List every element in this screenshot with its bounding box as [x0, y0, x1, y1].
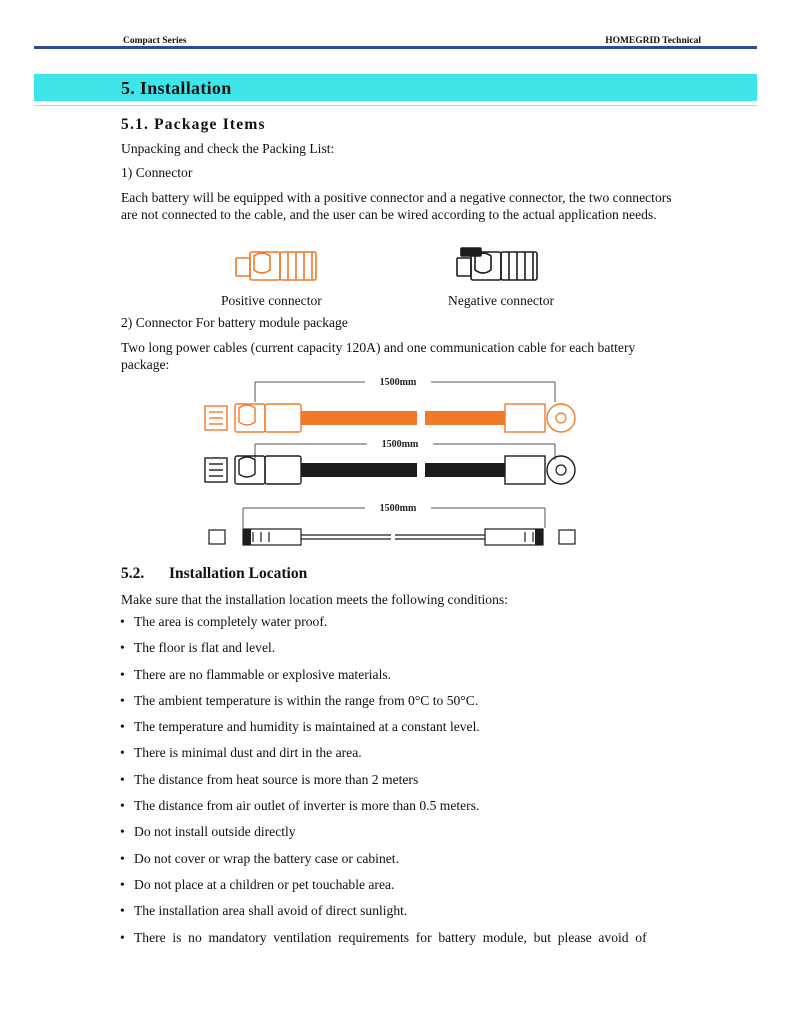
negative-power-cable: [205, 437, 575, 484]
package-heading: 5.1. Package Items: [121, 116, 266, 133]
list-item: • The area is completely water proof.: [120, 612, 700, 638]
location-number: 5.2.: [121, 565, 145, 582]
list-item: • The installation area shall avoid of direct sunlight.: [120, 901, 700, 927]
list-item: • The ambient temperature is within the range from 0°C to 50°C.: [120, 691, 700, 717]
cable-diagram: [195, 372, 595, 552]
header-company: HOMEGRID Technical: [605, 36, 701, 46]
connector-item-text: Each battery will be equipped with a positive connector and a negative connector, the two connectors are not connected to the cable, and the user can be wired according to the actual application needs.: [121, 190, 672, 222]
list-item: • Do not install outside directly: [120, 822, 700, 848]
negative-connector-caption: Negative connector: [448, 293, 555, 308]
list-item: • The distance from air outlet of inverter is more than 0.5 meters.: [120, 796, 700, 822]
location-intro: Make sure that the installation location meets the following conditions:: [121, 592, 508, 607]
location-heading: Installation Location: [169, 565, 308, 582]
cable-length-label-1: 1500mm: [379, 377, 417, 388]
header-series: Compact Series: [123, 36, 187, 46]
list-item: • Do not cover or wrap the battery case or cabinet.: [120, 849, 700, 875]
list-item: • There is no mandatory ventilation requirements for battery module, but please avoid of: [120, 928, 700, 954]
section-title: 5. Installation: [121, 78, 232, 98]
conditions-list: [120, 612, 700, 954]
cable-item-text: Two long power cables (current capacity 120A) and one communication cable for each battery package:: [121, 340, 636, 372]
list-item: • The distance from heat source is more than 2 meters: [120, 770, 700, 796]
cable-length-label-2: 1500mm: [381, 439, 419, 450]
list-item: • The temperature and humidity is maintained at a constant level.: [120, 717, 700, 743]
package-intro: Unpacking and check the Packing List:: [121, 141, 335, 156]
header-rule: [34, 46, 757, 49]
section-rule: [34, 105, 757, 106]
cable-length-label-3: 1500mm: [379, 503, 417, 514]
connector-item-title: 1) Connector: [121, 165, 193, 180]
positive-connector-caption: Positive connector: [221, 293, 322, 308]
list-item: • The floor is flat and level.: [120, 638, 700, 664]
negative-connector-image: [455, 246, 543, 284]
positive-power-cable: [205, 375, 575, 432]
communication-cable: [209, 501, 575, 545]
list-item: • There is minimal dust and dirt in the area.: [120, 743, 700, 769]
list-item: • Do not place at a children or pet touchable area.: [120, 875, 700, 901]
cable-item-title: 2) Connector For battery module package: [121, 315, 348, 330]
list-item: • There are no flammable or explosive materials.: [120, 665, 700, 691]
positive-connector-image: [234, 248, 322, 284]
